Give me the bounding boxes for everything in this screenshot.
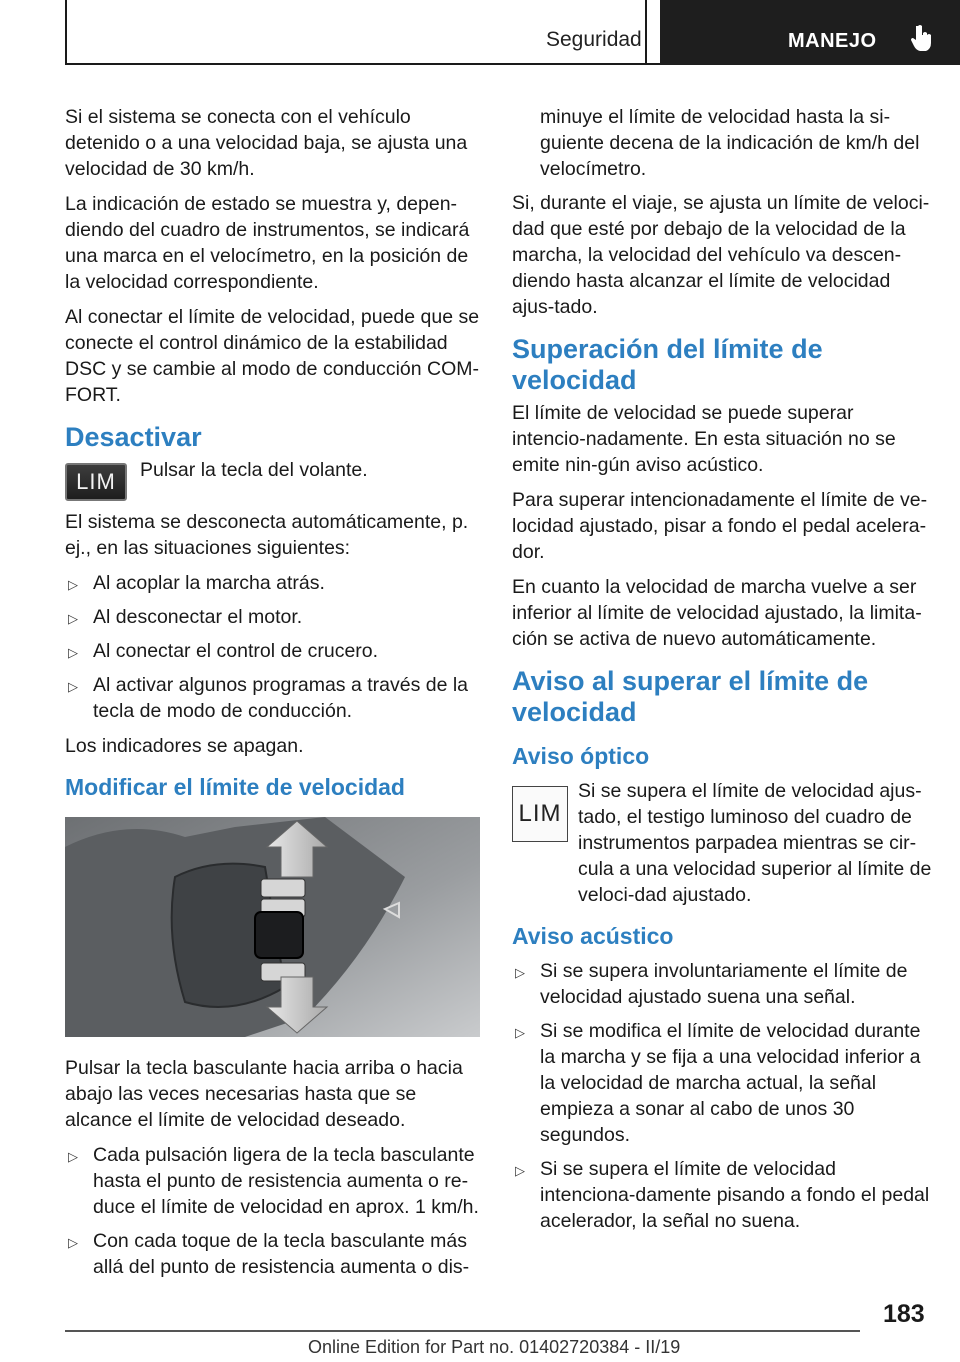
list-continuation: minuye el límite de velocidad hasta la si-guiente decena de la indicación de km/h del velocímetro.: [540, 106, 920, 180]
header-chapter-tab[interactable]: [660, 0, 960, 65]
left-column: [65, 104, 485, 1289]
lim-button-row: [65, 457, 485, 501]
triangle-bullet-icon: ▷: [68, 645, 78, 660]
heading-aviso-acustico: Aviso acústico: [512, 923, 674, 949]
list-item: ▷ Al desconectar el motor.: [65, 604, 485, 630]
list-item: ▷ Al acoplar la marcha atrás.: [65, 570, 485, 596]
page-number: 183: [883, 1300, 925, 1328]
triangle-bullet-icon: ▷: [68, 611, 78, 626]
hand-pointer-icon: [910, 24, 934, 57]
paragraph: Para superar intencionadamente el límite de ve-locidad ajustado, pisar a fondo el pedal acelera-dor.: [512, 489, 928, 563]
list-item: ▷ Al conectar el control de crucero.: [65, 638, 485, 664]
triangle-bullet-icon: ▷: [515, 1163, 525, 1178]
list-item: ▷ Cada pulsación ligera de la tecla basculante hasta el punto de resistencia aumenta o re-duce el límite de velocidad en aprox. 1 km/h.: [68, 1144, 479, 1218]
heading-desactivar: Desactivar: [65, 422, 202, 452]
triangle-bullet-icon: ▷: [515, 1025, 525, 1040]
heading-modificar: Modificar el límite de velocidad: [65, 774, 405, 800]
heading-aviso: Aviso al superar el límite de velocidad: [512, 666, 869, 727]
header-chapter-label: MANEJO: [788, 30, 877, 52]
triangle-bullet-icon: ▷: [68, 577, 78, 592]
triangle-bullet-icon: ▷: [68, 679, 78, 694]
paragraph: Al conectar el límite de velocidad, puede que se conecte el control dinámico de la estabilidad DSC y se cambie al modo de conducción COM-FORT.: [65, 306, 480, 406]
header-section-title: Seguridad: [546, 28, 642, 51]
paragraph: Si el sistema se conecta con el vehículo detenido o a una velocidad baja, se ajusta una velocidad de 30 km/h.: [65, 106, 468, 180]
paragraph: El sistema se desconecta automáticamente, p. ej., en las situaciones siguientes:: [65, 511, 469, 559]
paragraph: Si, durante el viaje, se ajusta un límite de veloci-dad que esté por debajo de la velocidad de la marcha, la velocidad del vehículo va descen-diendo hasta alcanzar el límite de velocidad ajus-tado.: [512, 192, 930, 318]
footer-edition: Online Edition for Part no. 01402720384 - II/19: [308, 1337, 681, 1357]
optico-text: Si se supera el límite de velocidad ajus-tado, el testigo luminoso del cuadro de instrumentos parpadea mientras se cir-cula a una velocidad superior al límite de veloci-dad ajustado.: [578, 780, 932, 906]
list-item: ▷ Al activar algunos programas a través de la tecla de modo de conducción.: [68, 674, 469, 722]
lim-indicator-row: [512, 778, 932, 908]
lim-button-icon: LIM: [65, 463, 127, 501]
paragraph: En cuanto la velocidad de marcha vuelve a ser inferior al límite de velocidad ajustado, la limita-ción se activa de nuevo automáticamente.: [512, 576, 922, 650]
triangle-bullet-icon: ▷: [68, 1235, 78, 1250]
list-item: ▷ Si se supera el límite de velocidad intenciona-damente pisando a fondo el pedal acelerador, la señal no suena.: [515, 1158, 930, 1232]
heading-superacion: Superación del límite de velocidad: [512, 334, 823, 395]
triangle-bullet-icon: ▷: [68, 1149, 78, 1164]
steering-wheel-rocker-image: [65, 817, 480, 1037]
list-item: ▷ Si se modifica el límite de velocidad durante la marcha y se fija a una velocidad inferior a la velocidad de marcha actual, la señal empieza a sonar al cabo de unos 30 segundos.: [515, 1020, 921, 1146]
lim-indicator-icon: LIM: [512, 786, 568, 842]
lim-instruction: Pulsar la tecla del volante.: [140, 459, 368, 481]
right-column: [512, 104, 932, 1243]
paragraph: Pulsar la tecla basculante hacia arriba o hacia abajo las veces necesarias hasta que se alcance el límite de velocidad deseado.: [65, 1057, 463, 1131]
heading-aviso-optico: Aviso óptico: [512, 743, 650, 769]
list-acoustic: [512, 958, 932, 1234]
list-rocker: [65, 1142, 485, 1280]
paragraph: Los indicadores se apagan.: [65, 735, 304, 757]
triangle-bullet-icon: ▷: [515, 965, 525, 980]
list-item: ▷ Si se supera involuntariamente el límite de velocidad ajustado suena una señal.: [515, 960, 908, 1008]
list-item: ▷ Con cada toque de la tecla basculante más allá del punto de resistencia aumenta o dis-: [68, 1230, 470, 1278]
footer-rule: [65, 1330, 860, 1332]
paragraph: La indicación de estado se muestra y, depen-diendo del cuadro de instrumentos, se indicará una marca en el velocímetro, en la posición de la velocidad correspondiente.: [65, 193, 470, 293]
list-deactivation: [65, 570, 485, 724]
paragraph: El límite de velocidad se puede superar intencio-nadamente. En esta situación no se emite nin-gún aviso acústico.: [512, 402, 896, 476]
